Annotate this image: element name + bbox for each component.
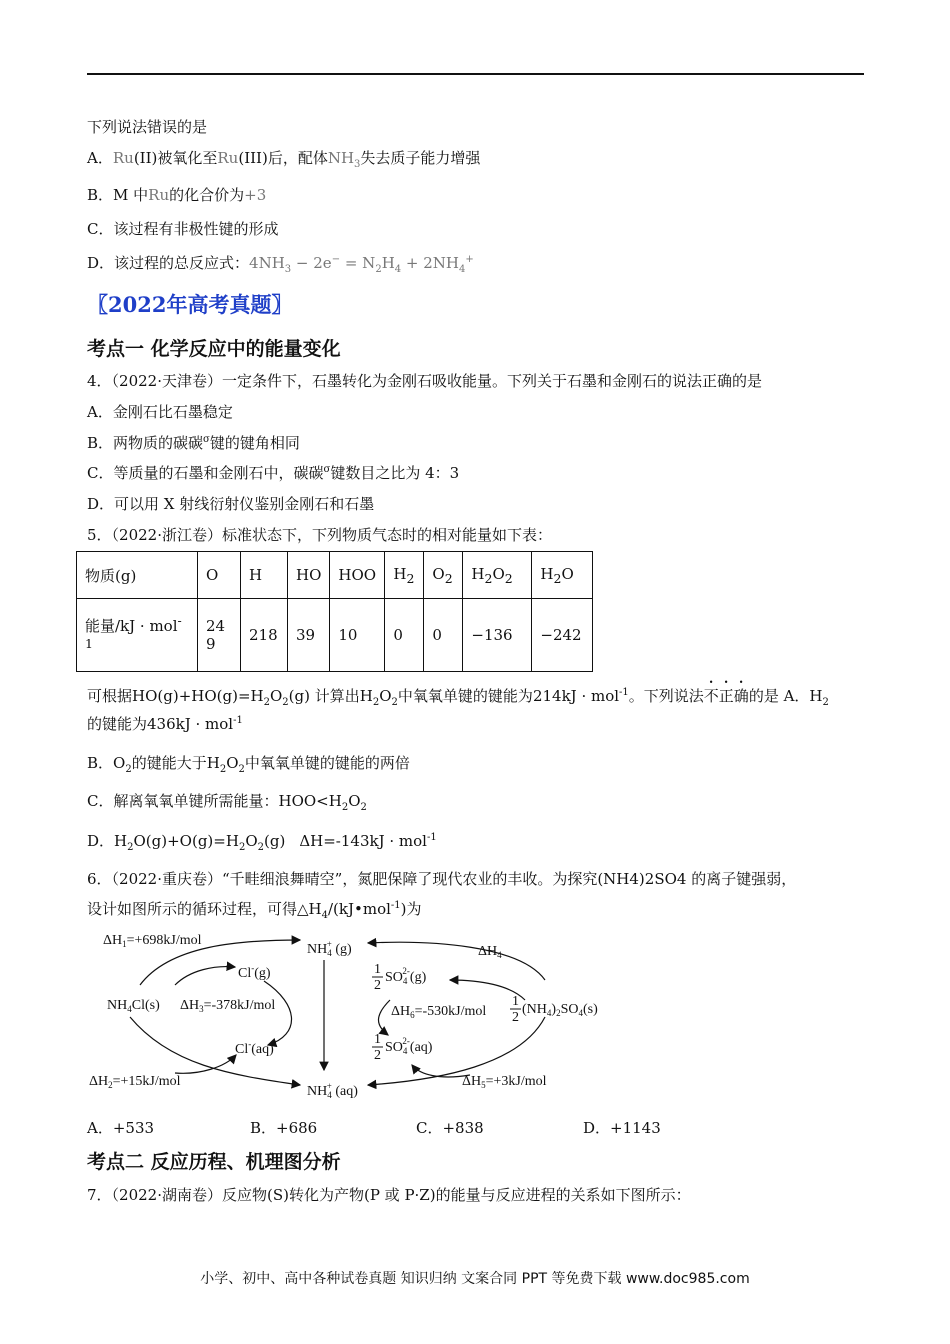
page-footer: 小学、初中、高中各种试卷真题 知识归纳 文案合同 PPT 等免费下载 www.doc985.com [200, 1271, 750, 1287]
topic-heading-1: 考点一 化学反应中的能量变化 [87, 338, 341, 360]
q6-stem-line1: 6．（2022·重庆卷）“千畦细浪舞晴空”，氮肥保障了现代农业的丰收。为探究(NH4)2SO4 的离子键强弱， [87, 870, 797, 888]
label-nh4cl: $NH_4Cl(s)$ [107, 998, 160, 1014]
q3-option-a: A．Ru(II)被氧化至Ru(III)后，配体$NH_3$失去质子能力增强 [87, 149, 481, 170]
label-dh1: $\Delta H_1=+698kJ$/mol [103, 933, 202, 949]
q4-option-a: A．金刚石比石墨稳定 [87, 403, 233, 421]
label-half-salt: 1 $2(NH_4)_2SO_4(s)$ [512, 994, 598, 1025]
q5-option-d: D．$H_2O(g)+O(g)=H_2O_2(g) \Delta H=-143kJ \cdot mol^{-1}$ [87, 832, 437, 853]
topic-heading-2: 考点二 反应历程、机理图分析 [87, 1151, 341, 1173]
q3-option-c: C．该过程有非极性键的形成 [87, 220, 279, 238]
q6-option-a: A．+533 [87, 1119, 155, 1137]
header-rule [87, 73, 864, 75]
q5-text-line2: 的键能为436kJ · mol$^{-1}$ [87, 715, 243, 733]
table-row: 物质(g) O H HO HOO $H_2$ $O_2$ $H_2O_2$ $H_2O$ [77, 552, 593, 599]
q5-text-line1: 可根据$HO(g)+HO(g)=H_2O_2(g)$ 计算出$H_2O_2$中氧氧单键的键能为214kJ · mol$^{-1}$。下列说法不正确的是 A．$H_2$ [87, 687, 829, 708]
section-title: 〖2022年高考真题〗 [87, 292, 293, 317]
q6-option-c: C．+838 [416, 1119, 484, 1137]
q3-stem: 下列说法错误的是 [87, 118, 208, 136]
label-half-so4-aq: 1 $2SO_42-(aq)$ [374, 1032, 433, 1063]
table-row: 能量/kJ · mol$^{-1}$ 24 9 218 39 10 0 0 −136 −242 [77, 599, 593, 672]
q5-option-b: B．$O_2$的键能大于$H_2O_2$中氧氧单键的键能的两倍 [87, 754, 410, 775]
q6-option-d: D．+1143 [583, 1119, 661, 1137]
q7-stem: 7．（2022·湖南卷）反应物(S)转化为产物(P 或 P·Z)的能量与反应进程的关系如下图所示： [87, 1186, 691, 1204]
q6-option-b: B．+686 [250, 1119, 318, 1137]
q3-option-d: D．该过程的总反应式：$4NH_3 - 2e^- = N_2H_4 + 2NH_4^+$ [87, 254, 474, 275]
label-dh4: $\Delta H_4$ [478, 944, 502, 960]
q4-option-b: B．两物质的碳碳$^\sigma$键的键角相同 [87, 434, 300, 452]
energy-table [76, 551, 593, 672]
arrow-dh3 [264, 981, 292, 1045]
label-cl-gas: Cl-(g) [238, 963, 271, 981]
label-dh2: $\Delta H_2=+15kJ$/mol [89, 1074, 181, 1090]
q3-option-b: B．M 中Ru的化合价为+3 [87, 186, 267, 204]
label-dh6: $\Delta H_6=-530kJ$/mol [391, 1004, 487, 1020]
q4-option-c: C．等质量的石墨和金刚石中，碳碳$^\sigma$键数目之比为 4：3 [87, 464, 460, 482]
arrow-dh6 [378, 1000, 390, 1035]
label-nh4-aq: $NH_4+ (aq)$ [307, 1081, 358, 1100]
label-half-so4-gas: 1 $2SO_42-(g)$ [374, 962, 427, 993]
label-nh4-gas: $NH_4+ (g)$ [307, 939, 352, 958]
q4-option-d: D．可以用 X 射线衍射仪鉴别金刚石和石墨 [87, 495, 375, 513]
arrow-cl-gas [175, 967, 235, 985]
q5-stem: 5．（2022·浙江卷）标准状态下，下列物质气态时的相对能量如下表： [87, 526, 552, 544]
q6-stem-line2: 设计如图所示的循环过程，可得$\triangle H_4/(kJ•mol^{-1})$为 [87, 900, 422, 921]
q5-option-c: C．解离氧氧单键所需能量：$HOO<H_2O_2$ [87, 792, 367, 813]
q4-stem: 4．（2022·天津卷）一定条件下，石墨转化为金刚石吸收能量。下列关于石墨和金刚石的说法正确的是 [87, 372, 762, 390]
label-dh3: $\Delta H_3=-378kJ$/mol [180, 998, 276, 1014]
label-dh5: $\Delta H_5=+3kJ$/mol [462, 1074, 547, 1090]
born-haber-cycle-diagram [0, 925, 950, 1100]
label-cl-aq: Cl-(aq) [235, 1039, 274, 1057]
